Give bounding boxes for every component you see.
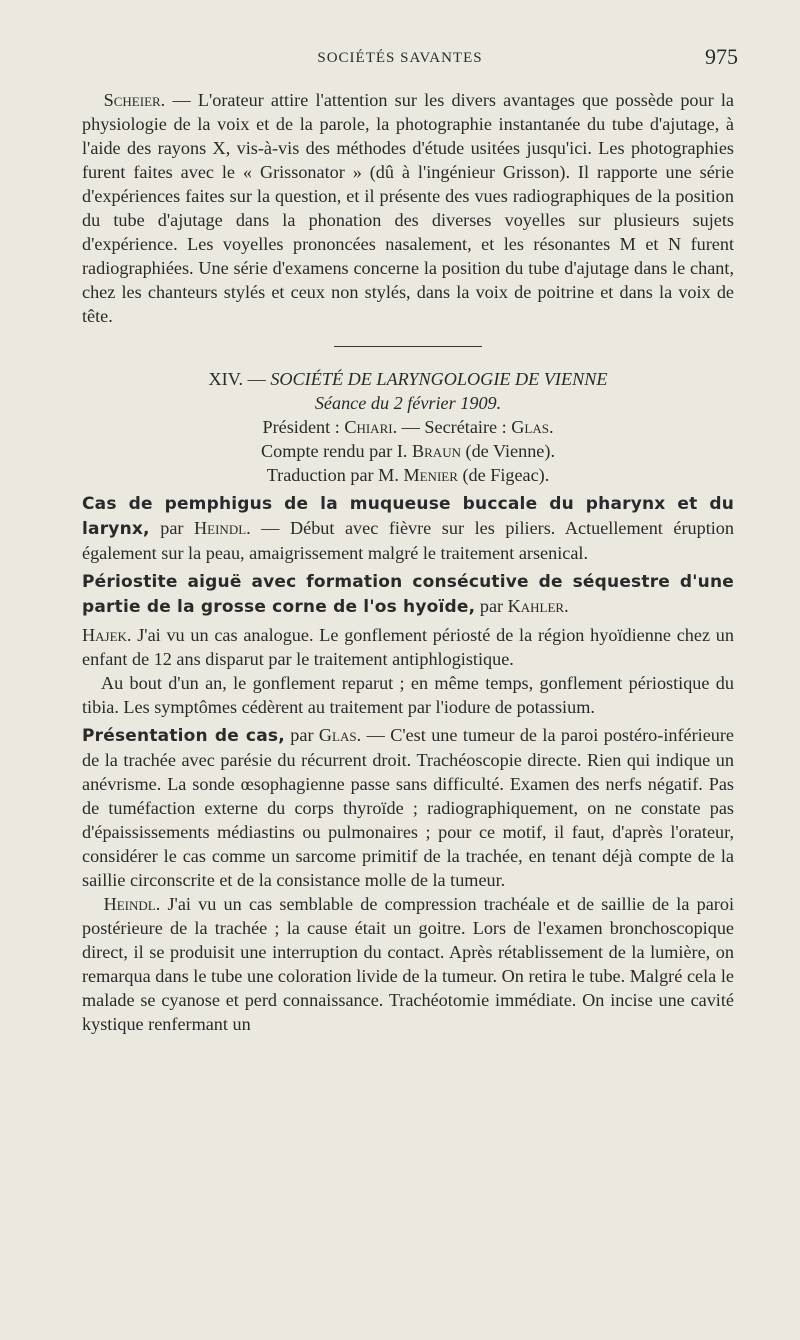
paragraph-text: . J'ai vu un cas semblable de compression trachéale et de saillie de la paroi postérieure de la trachée ; la cause était un goitre. Lors de l'examen bronchoscopique direct, il se produisit une interruption du contact. Après rétablissement de la lumière, on remarqua dans le tube une coloration livide de la tumeur. On retira le tube. Malgré cela le malade se cyanose et perd connaissance. Trachéotomie immédiate. On incise une cavité kystique renfermant un	[82, 894, 735, 1034]
section-heading	[82, 367, 734, 487]
scheier-paragraph	[82, 88, 734, 328]
page-number: 975	[705, 44, 738, 69]
case-by: par	[475, 596, 508, 616]
officers-line	[82, 415, 734, 439]
report-line	[82, 439, 734, 463]
case-title: Cas de pemphigus de la muqueuse buccale du pharynx et du larynx,	[82, 494, 734, 539]
president-label: Président :	[262, 417, 345, 437]
president-name: Chiari.	[344, 417, 398, 437]
hajek-paragraph-2	[82, 671, 734, 719]
running-head: SOCIÉTÉS SAVANTES	[317, 50, 483, 66]
case-by: par	[284, 725, 319, 745]
report-place: (de Vienne).	[460, 441, 555, 461]
section-divider	[334, 346, 482, 347]
section-title-line	[82, 367, 734, 391]
case-periostite	[82, 569, 734, 619]
speaker-name: Heindl	[103, 894, 156, 914]
case-text: . — C'est une tumeur de la paroi postéro-inférieure de la trachée avec parésie du récurrent droit. Trachéoscopie directe. Rien qui indique un anévrisme. La sonde œsophagienne passe sans difficulté. Examen des nerfs négatif. Pas de tuméfaction externe du corps thyroïde ; radiographiquement, on ne constate pas d'épaississements médiastins ou pulmonaires ; pour ce motif, il faut, d'après l'orateur, considérer le cas comme un sarcome primitif de la trachée, en tenant déjà compte de la saillie circonscrite et de la consistance molle de la tumeur.	[82, 725, 734, 890]
hajek-paragraph	[82, 623, 734, 671]
report-label: Compte rendu par I.	[260, 441, 412, 461]
case-pemphigus	[82, 491, 734, 565]
heindl-paragraph	[82, 892, 734, 1036]
translation-line	[82, 463, 734, 487]
session-date: Séance du 2 février 1909.	[314, 393, 502, 413]
case-author: Glas	[318, 725, 357, 745]
translator-name: Menier	[403, 465, 458, 485]
section-number: XIV. —	[208, 369, 271, 389]
paragraph-text: Au bout d'un an, le gonflement reparut ; en même temps, gonflement périostique du tibia. Les symptômes cédèrent au traitement par l'iodure de potassium.	[82, 673, 734, 717]
speaker-name: Hajek	[82, 625, 127, 645]
speaker-name: Scheier.	[103, 90, 166, 110]
paragraph-text: . J'ai vu un cas analogue. Le gonflement périosté de la région hyoïdienne chez un enfant de 12 ans disparut par le traitement antiphlogistique.	[82, 625, 734, 669]
section-title: SOCIÉTÉ DE LARYNGOLOGIE DE VIENNE	[270, 369, 608, 389]
case-text: . — Début avec fièvre sur les piliers. Actuellement éruption également sur la peau, amaigrissement malgré le traitement arsenical.	[82, 518, 734, 563]
case-author: Kahler	[507, 596, 565, 616]
secretary-label: — Secrétaire :	[397, 417, 512, 437]
translation-place: (de Figeac).	[457, 465, 550, 485]
case-end: .	[564, 596, 569, 616]
page-body	[82, 88, 734, 1036]
page-header	[0, 44, 800, 74]
case-by: par	[149, 518, 195, 538]
translation-label: Traduction par M.	[266, 465, 404, 485]
case-title: Présentation de cas,	[82, 726, 285, 746]
secretary-name: Glas.	[511, 417, 554, 437]
report-author: Braun	[412, 441, 461, 461]
case-author: Heindl	[194, 518, 247, 538]
paragraph-text: — L'orateur attire l'attention sur les divers avantages que possède pour la physiologie de la voix et de la parole, la photographie instantanée du tube d'ajutage, à l'aide des rayons X, vis-à-vis des méthodes d'étude usitées jusqu'ici. Les photographies furent faites avec le « Grissonator » (dû à l'ingénieur Grisson). Il rapporte une série d'expériences faites sur la question, et il présente des vues radiographiques de la position du tube d'ajutage dans la phonation des diverses voyelles sur plusieurs sujets d'expérience. Les voyelles prononcées nasalement, et les résonantes M et N furent radiographiées. Une série d'examens concerne la position du tube d'ajutage dans le chant, chez les chanteurs stylés et ceux non stylés, dans la voix de poitrine et dans la voix de tête.	[82, 90, 734, 326]
case-presentation	[82, 723, 734, 892]
case-title: Périostite aiguë avec formation consécutive de séquestre d'une partie de la grosse corne de l'os hyoïde,	[82, 572, 734, 617]
